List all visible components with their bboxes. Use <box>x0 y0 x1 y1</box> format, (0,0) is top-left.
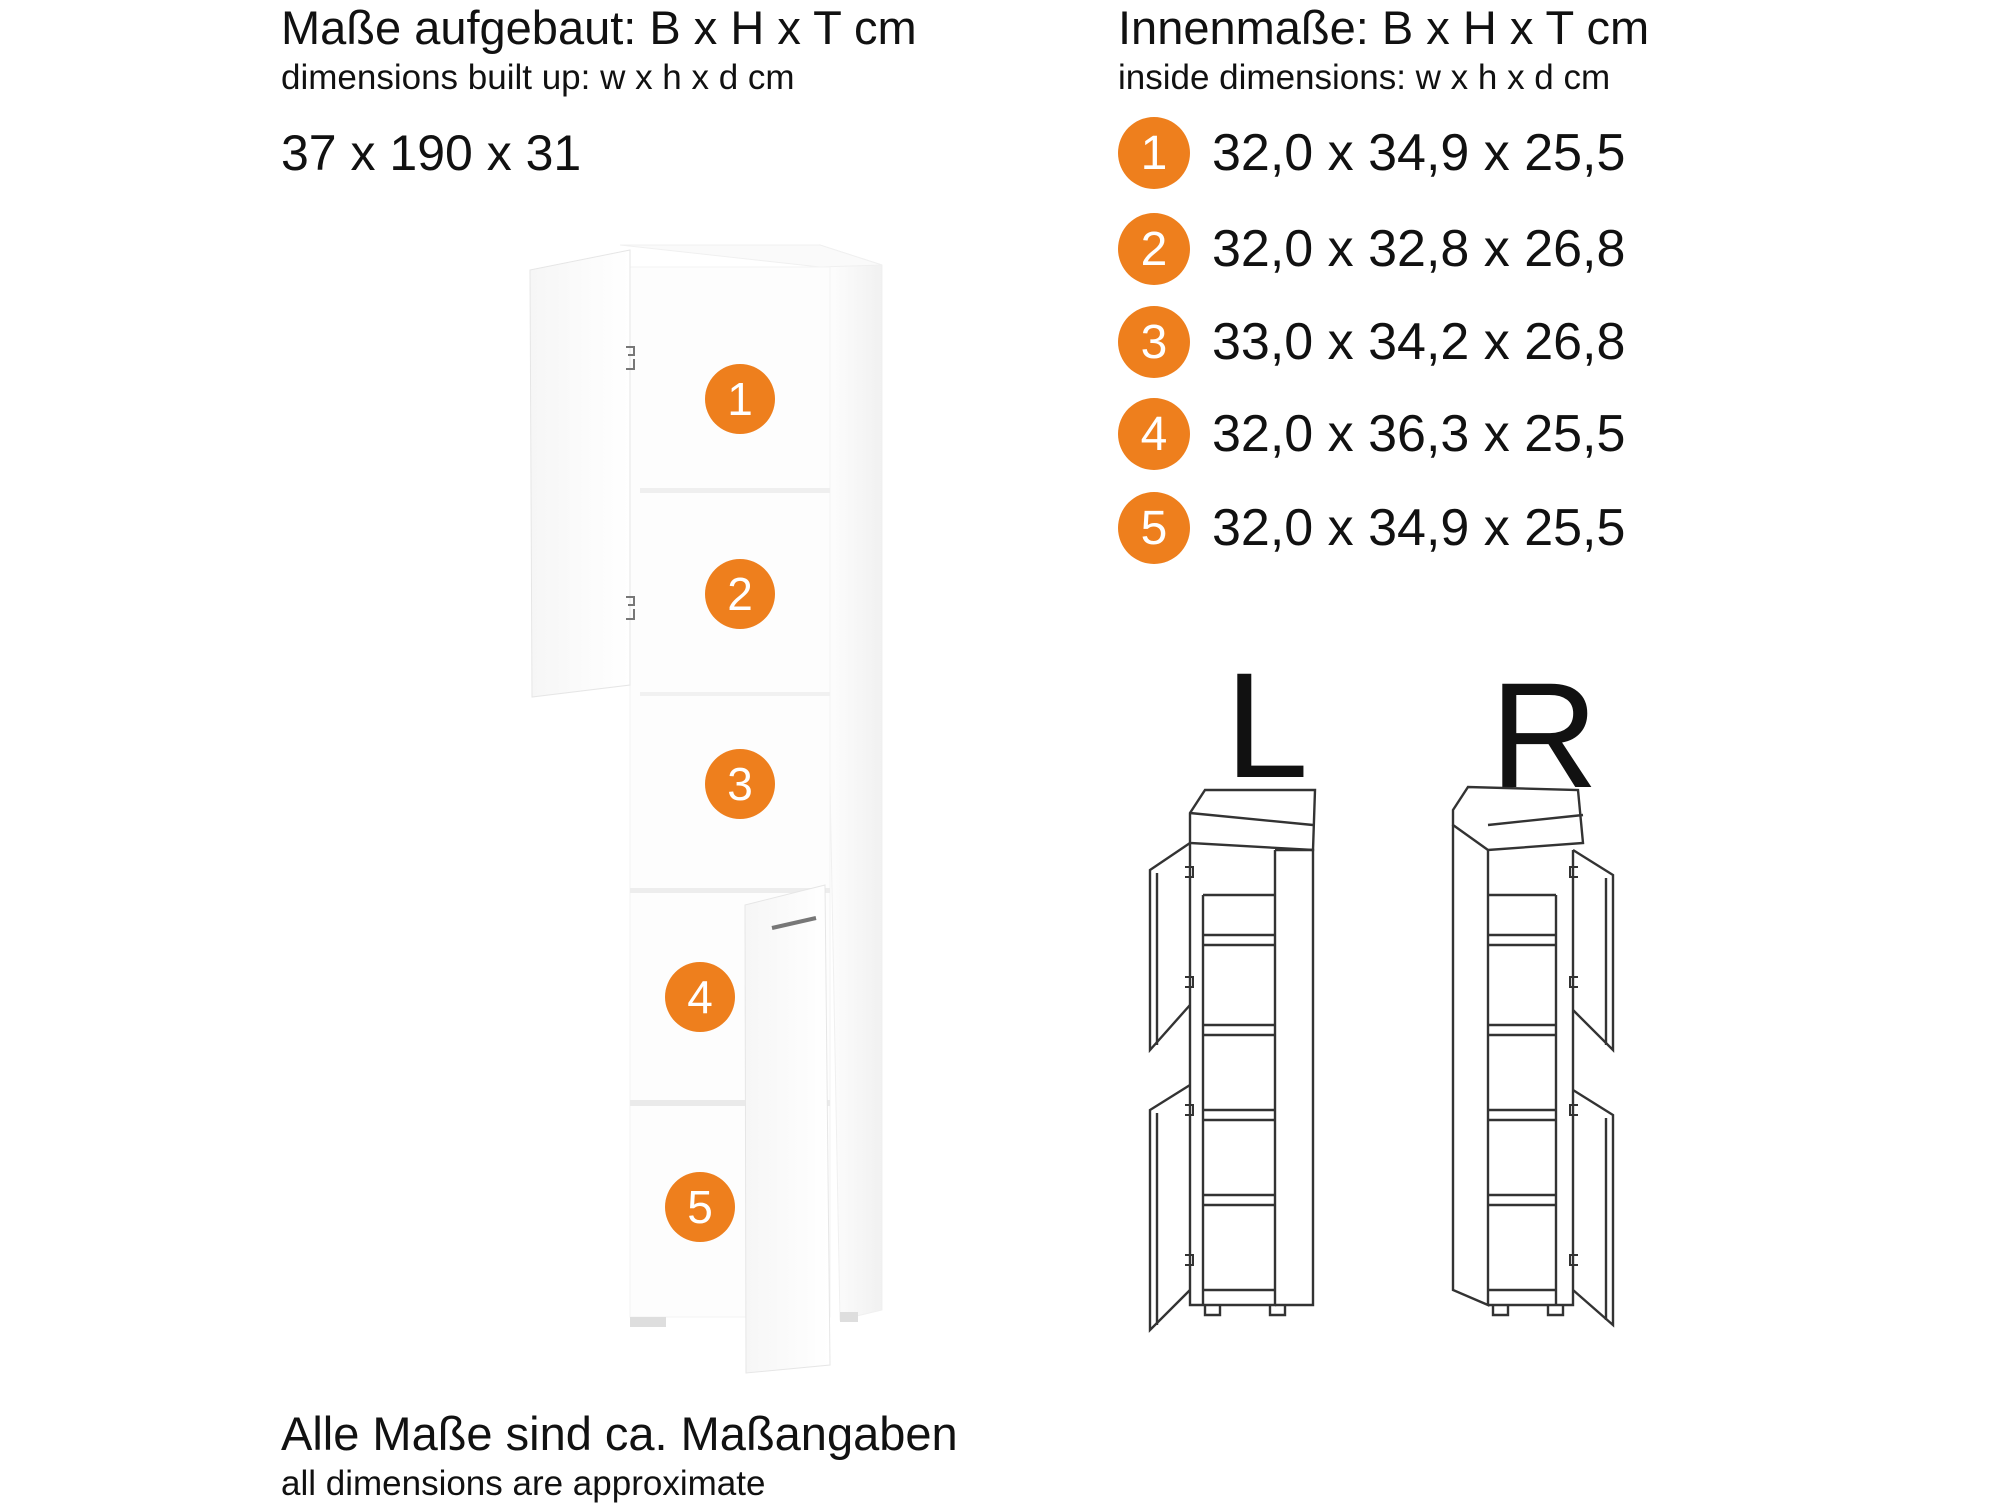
compartment-badge-4: 4 <box>1118 398 1190 470</box>
compartment-badge-1: 1 <box>1118 117 1190 189</box>
cabinet-badge-1 <box>705 364 775 434</box>
variant-letter-left: L <box>1225 641 1309 809</box>
footer-note-en: all dimensions are approximate <box>281 1464 766 1503</box>
compartment-value-3: 33,0 x 34,2 x 26,8 <box>1212 313 1626 371</box>
cabinet-badge-5 <box>665 1172 735 1242</box>
inside-dimensions-title: Innenmaße: B x H x T cm <box>1118 1 1650 54</box>
svg-text:2: 2 <box>727 568 753 620</box>
compartment-badge-5: 5 <box>1118 492 1190 564</box>
overall-dimensions-value: 37 x 190 x 31 <box>281 125 582 181</box>
overall-dimensions-title: Maße aufgebaut: B x H x T cm <box>281 1 917 54</box>
cabinet-badge-2 <box>705 559 775 629</box>
footer-note-de: Alle Maße sind ca. Maßangaben <box>281 1407 958 1460</box>
overall-dimensions-subtitle: dimensions built up: w x h x d cm <box>281 58 795 97</box>
svg-text:5: 5 <box>687 1181 713 1233</box>
compartment-value-2: 32,0 x 32,8 x 26,8 <box>1212 220 1626 278</box>
compartment-badge-2: 2 <box>1118 213 1190 285</box>
svg-text:3: 3 <box>727 758 753 810</box>
variant-right-drawing <box>1448 785 1633 1340</box>
compartment-value-4: 32,0 x 36,3 x 25,5 <box>1212 405 1626 463</box>
svg-text:4: 4 <box>687 971 713 1023</box>
variant-letter-right: R <box>1490 651 1599 819</box>
compartment-value-1: 32,0 x 34,9 x 25,5 <box>1212 124 1626 182</box>
cabinet-badge-4 <box>665 962 735 1032</box>
cabinet-badge-3 <box>705 749 775 819</box>
inside-dimensions-subtitle: inside dimensions: w x h x d cm <box>1118 58 1611 97</box>
compartment-badge-3: 3 <box>1118 306 1190 378</box>
variant-left-drawing <box>1145 785 1330 1340</box>
svg-text:1: 1 <box>727 373 753 425</box>
compartment-value-5: 32,0 x 34,9 x 25,5 <box>1212 499 1626 557</box>
